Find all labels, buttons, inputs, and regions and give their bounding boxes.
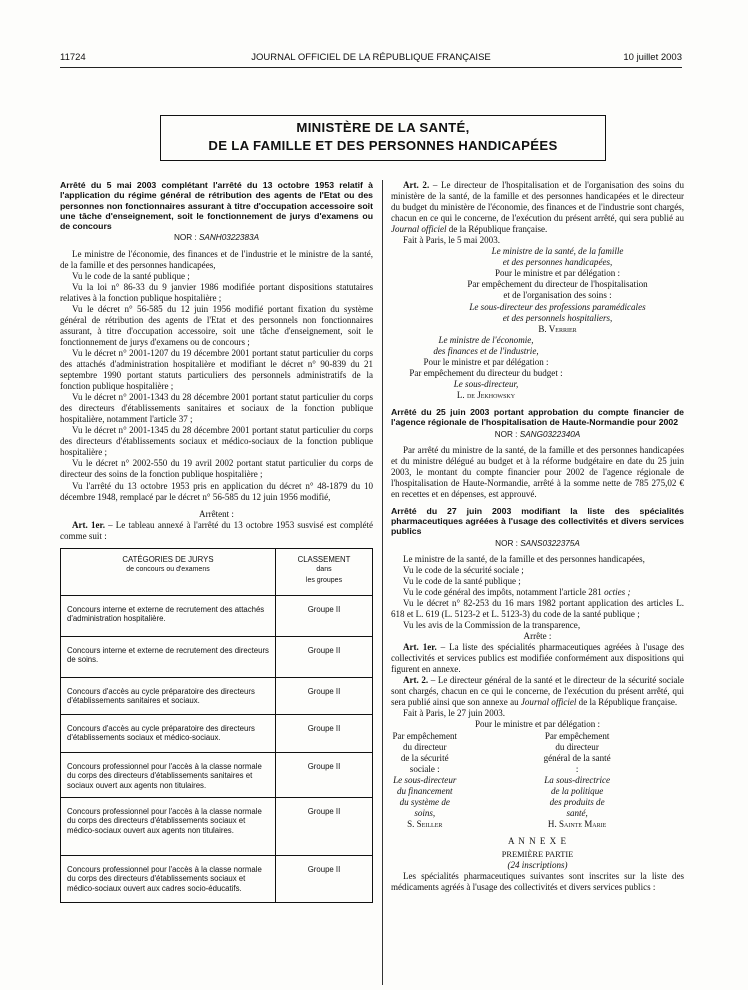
signature-pour-3: Pour le ministre et par délégation :	[474, 719, 601, 730]
signature-block-2: Le ministre de l'économie, des finances et de l'industrie, Pour le ministre et par délégation : Par empêchement du directeur du budget : Le sous-directeur, L. de Jekhowsky	[391, 335, 581, 401]
table-cell-category: Concours interne et externe de recrutement des directeurs de soins.	[61, 636, 276, 677]
ministry-line1: MINISTÈRE DE LA SANTÉ,	[296, 120, 470, 135]
visa-paragraph: Le ministre de la santé, de la famille et des personnes handicapées,	[403, 553, 645, 564]
table-cell-classement: Groupe II	[276, 636, 373, 677]
premiere-partie: PREMIÈRE PARTIE	[501, 849, 574, 859]
table-cell-classement: Groupe II	[276, 855, 373, 902]
table-row	[61, 752, 373, 797]
table-row	[61, 855, 373, 902]
decree-title: Arrêté du 5 mai 2003 complétant l'arrêté du 13 octobre 1953 relatif à l'application du régime général de rétribution des agents de l'Etat ou des personnes non fonctionnaires assurant à titre d'occupation accessoire soit une tâche d'enseignement, soit le fonctionnement de jurys d'examens ou de concours	[60, 180, 373, 232]
visa-paragraph: Vu le code de la sécurité sociale ;	[403, 564, 524, 575]
left-paragraph: Vu le décret n° 56-585 du 12 juin 1956 modifié portant fixation du système général de rétribution des agents de l'Etat et des personnels non fonctionnaires assurant, à titre d'occupation accessoire, soit une tâche d'enseignement, soit le fonctionnement de jurys d'examens ou de concours ;	[60, 303, 373, 347]
arretent: Arrêtent :	[199, 508, 234, 519]
table-cell-category: Concours d'accès au cycle préparatoire des directeurs d'établissements sociaux et médico-sociaux.	[61, 714, 276, 752]
table-cell-category: Concours professionnel pour l'accès à la classe normale du corps des directeurs d'établissements sociaux et médico-sociaux ouvert aux agents non titulaires.	[61, 797, 276, 855]
visa-paragraph: Vu le décret n° 82-253 du 16 mars 1982 portant application des articles L. 618 et L. 619 (L. 5123-2 et L. 5123-3) du code de la santé publique ;	[391, 597, 684, 619]
article-3-2: Art. 2. – Le directeur général de la santé et le directeur de la sécurité sociale sont chargés, chacun en ce qui le concerne, de l'exécution du présent arrêté, qui sera publié ainsi que son annexe au Journal officiel de la République française.	[391, 675, 684, 708]
nor-code: SANH0322383A	[198, 233, 260, 243]
table-cell-category: Concours professionnel pour l'accès à la classe normale du corps des directeurs d'établissements sociaux et médico-sociaux ouvert aux cadres socio-éducatifs.	[61, 855, 276, 902]
annexe-heading: A N N E X E	[508, 835, 567, 846]
left-paragraph: Vu le code de la santé publique ;	[72, 270, 190, 281]
header-rule	[60, 67, 682, 68]
visas-block-2	[391, 598, 684, 631]
article-2: Art. 2. – Le directeur de l'hospitalisation et de l'organisation des soins du ministère de la santé, de la famille et des personnes handicapées et le directeur du budget du ministère de l'économie, des finances et de l'industrie sont chargés, chacun en ce qui le concerne, de l'exécution du présent arrêté, qui sera publié au Journal officiel de la République française.	[391, 180, 684, 235]
ministry-line2: DE LA FAMILLE ET DES PERSONNES HANDICAPÉES	[208, 138, 558, 153]
issue-date: 10 juillet 2003	[623, 52, 682, 63]
nor-line-2: NOR : SANG0322340A	[494, 429, 581, 439]
decree-title-2: Arrêté du 25 juin 2003 portant approbation du compte financier de l'agence régionale de l'hospitalisation de Haute-Normandie pour 2002	[391, 406, 684, 428]
table-cell-category: Concours interne et externe de recrutement des attachés d'administration hospitalière.	[61, 595, 276, 636]
jury-table	[60, 548, 373, 903]
table-cell-classement: Groupe II	[276, 797, 373, 855]
table-row	[61, 595, 373, 636]
signature-right: Par empêchement du directeur général de la santé : La sous-directrice de la politique des produits de santé, H. Sainte Marie	[543, 730, 611, 829]
arrete: Arrête :	[523, 631, 552, 642]
annexe-intro: Les spécialités pharmaceutiques suivantes sont inscrites sur la liste des médicaments agréés à l'usage des collectivités et divers services publics :	[391, 871, 684, 893]
article-1	[60, 520, 373, 542]
left-paragraphs	[60, 249, 373, 503]
left-paragraph: Vu le décret n° 2001-1343 du 28 décembre 2001 portant statut particulier du corps des directeurs d'établissements sanitaires et sociaux de la fonction publique hospitalière, notamment l'article 37 ;	[60, 392, 373, 425]
nor-label: NOR :	[173, 233, 197, 243]
table-cell-classement: Groupe II	[276, 752, 373, 797]
page-header	[60, 52, 682, 66]
signatory-sainte-marie: H. Sainte Marie	[547, 818, 607, 829]
page-number: 11724	[60, 52, 86, 63]
table-row	[61, 636, 373, 677]
journal-title: JOURNAL OFFICIEL DE LA RÉPUBLIQUE FRANÇAISE	[251, 52, 491, 63]
table-header-classement: CLASSEMENT dans les groupes	[276, 548, 373, 595]
signature-block-3	[391, 731, 684, 830]
table-cell-category: Concours professionnel pour l'accès à la classe normale du corps des directeurs d'établissements sanitaires et sociaux ouvert aux agents non titulaires.	[61, 752, 276, 797]
signatory-jekhowsky: L. de Jekhowsky	[456, 389, 516, 400]
table-cell-category: Concours d'accès au cycle préparatoire des directeurs d'établissements sanitaires et sociaux.	[61, 677, 276, 714]
visa-paragraph: Vu le code de la santé publique ;	[403, 575, 521, 586]
ministry-box	[160, 115, 606, 161]
paragraph-compte-financier: Par arrêté du ministre de la santé, de la famille et des personnes handicapées et du ministre délégué au budget et à la réforme budgétaire en date du 25 juin 2003, le montant du compte financier pour 2002 de l'agence régionale de l'hospitalisation de Haute-Normandie, arrêté à la somme nette de 785 275,02 € en recettes et en dépenses, est approuvé.	[391, 444, 684, 499]
nor-line-3: NOR : SANS0322375A	[495, 538, 580, 548]
signatory-verrier: B. Verrier	[538, 323, 577, 334]
article-3-1: Art. 1er. – La liste des spécialités pharmaceutiques agréées à l'usage des collectivités et services publics est modifiée conformément aux dispositions qui figurent en annexe.	[391, 642, 684, 675]
article-1-text: – Le tableau annexé à l'arrêté du 13 octobre 1953 susvisé est complété comme suit :	[60, 519, 373, 541]
right-column	[391, 180, 684, 893]
inscriptions-count: (24 inscriptions)	[507, 860, 568, 871]
column-separator	[382, 180, 383, 985]
table-cell-classement: Groupe II	[276, 595, 373, 636]
fait-3: Fait à Paris, le 27 juin 2003.	[403, 708, 506, 719]
table-cell-classement: Groupe II	[276, 714, 373, 752]
visa-cgi: Vu le code général des impôts, notamment l'article 281 octies ;	[403, 586, 631, 597]
left-paragraph: Vu le décret n° 2002-550 du 19 avril 2002 portant statut particulier du corps de directeur des soins de la fonction publique hospitalière ;	[60, 458, 373, 480]
signatory-seiller: S. Seiller	[407, 818, 443, 829]
table-header-category: CATÉGORIES DE JURYS de concours ou d'examens	[61, 548, 276, 595]
left-paragraph: Vu le décret n° 2001-1207 du 19 décembre 2001 portant statut particulier du corps des attachés d'administration hospitalière et modifiant le décret n° 90-839 du 21 septembre 1990 portant statuts particuliers des personnels administratifs de la fonction publique hospitalière ;	[60, 347, 373, 392]
left-paragraph: Vu l'arrêté du 13 octobre 1953 pris en application du décret n° 48-1879 du 10 décembre 1948, remplacé par le décret n° 56-585 du 12 juin 1956 modifié,	[60, 480, 373, 502]
left-paragraph: Vu la loi n° 86-33 du 9 janvier 1986 modifiée portant dispositions statutaires relatives à la fonction publique hospitalière ;	[60, 281, 373, 303]
table-row	[61, 797, 373, 855]
table-row	[61, 677, 373, 714]
nor-line	[60, 232, 373, 243]
left-paragraph: Le ministre de l'économie, des finances et de l'industrie et le ministre de la santé, de la famille et des personnes handicapées,	[60, 248, 373, 270]
left-column	[60, 180, 373, 903]
visas-block	[391, 554, 684, 587]
article-1-label: Art. 1er.	[72, 519, 105, 530]
decree-title-3: Arrêté du 27 juin 2003 modifiant la liste des spécialités pharmaceutiques agréées à l'usage des collectivités et divers services publics	[391, 505, 684, 537]
fait-1: Fait à Paris, le 5 mai 2003.	[403, 235, 500, 246]
table-cell-classement: Groupe II	[276, 677, 373, 714]
signature-left: Par empêchement du directeur de la sécurité sociale : Le sous-directeur du financement du système de soins, S. Seiller	[392, 730, 458, 829]
table-row	[61, 714, 373, 752]
signature-block-1: Le ministre de la santé, de la famille et des personnes handicapées, Pour le ministre et par délégation : Par empêchement du directeur de l'hospitalisation et de l'organisation des soins : Le sous-directeur des professions paramédicales et des personnels hospitaliers, B. Verrier	[391, 246, 684, 334]
visa-paragraph: Vu les avis de la Commission de la transparence,	[403, 620, 581, 631]
left-paragraph: Vu le décret n° 2001-1345 du 28 décembre 2001 portant statut particulier du corps des directeurs d'établissements sociaux et médico-sociaux de la fonction publique hospitalière ;	[60, 425, 373, 458]
